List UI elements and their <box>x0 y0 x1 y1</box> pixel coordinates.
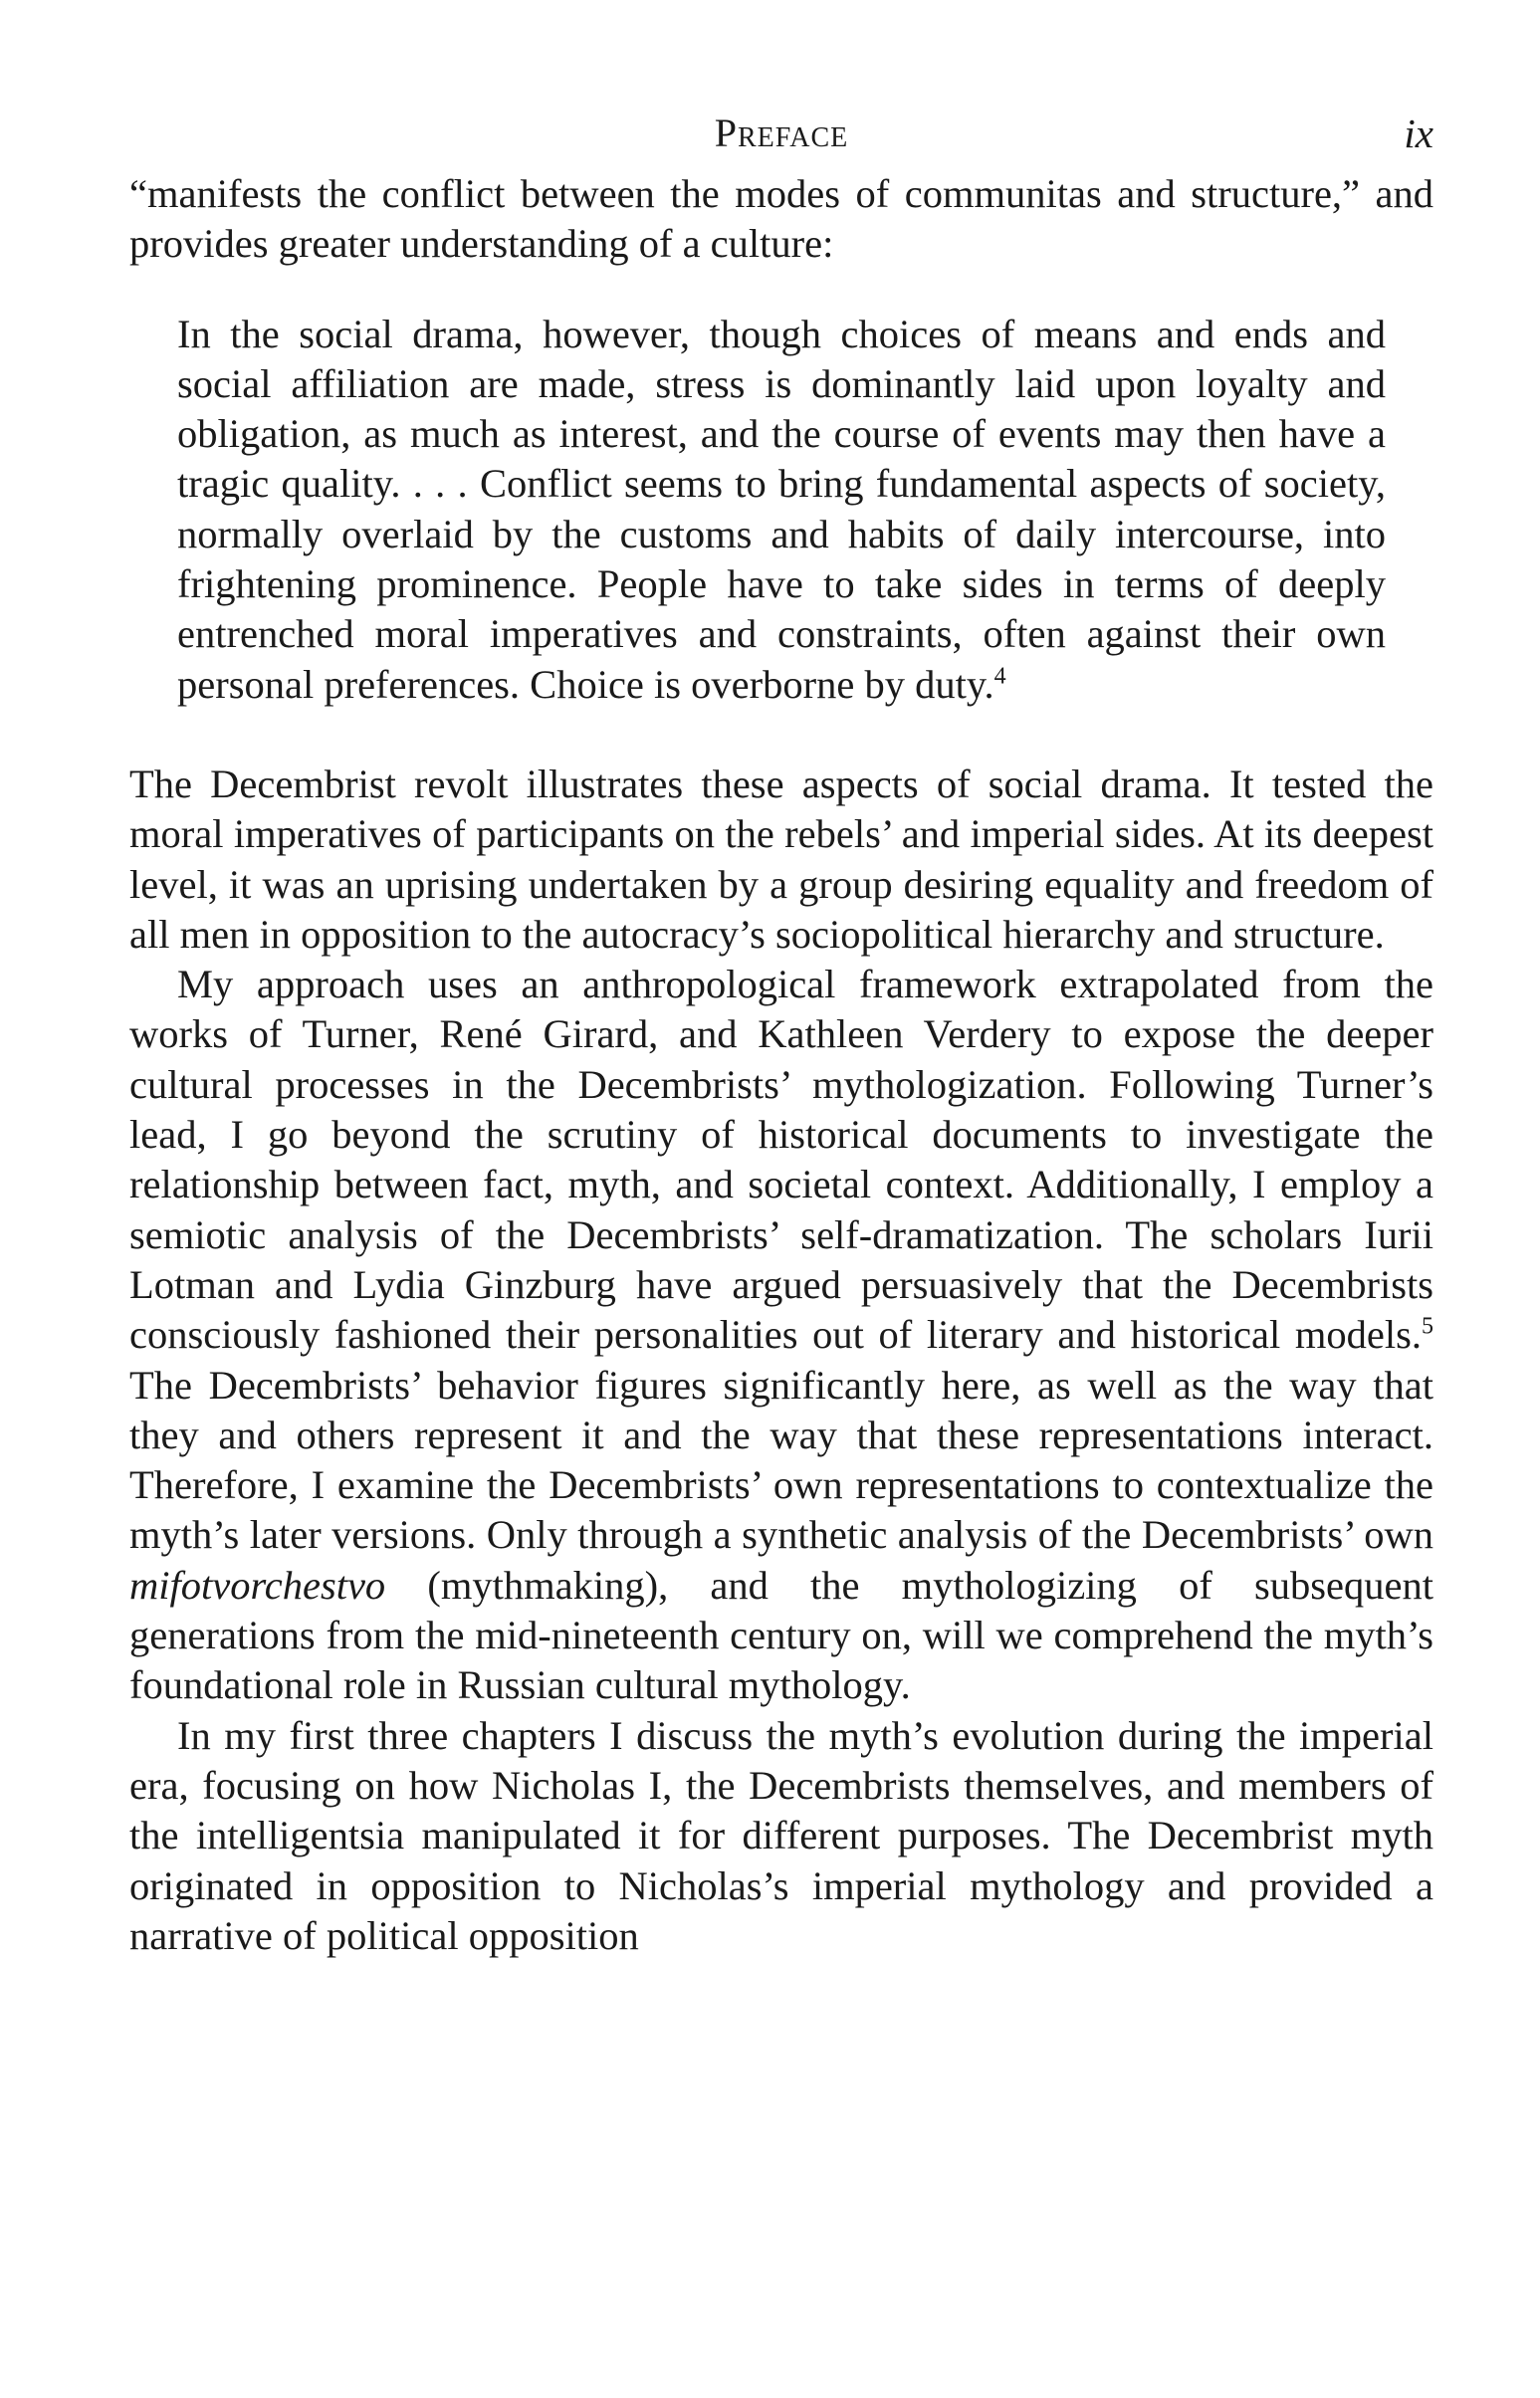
running-title: Preface <box>714 110 849 155</box>
body-text <box>129 169 1433 270</box>
paragraph-3 <box>129 1711 1433 1961</box>
main-text <box>129 760 1433 1961</box>
block-quote-text: In the social drama, however, though choices of means and ends and social affiliation are made, stress is dominantly laid upon loyalty and obligation, as much as interest, and the course of events may then have a tragic quality. . . . Conflict seems to bring fundamental aspects of society, normally overlaid by the customs and habits of daily intercourse, into frightening prominence. People have to take sides in terms of deeply entrenched moral imperatives and constraints, often against their own personal preferences. Choice is overborne by duty. <box>177 311 1386 707</box>
paragraph-2-text-b: The Decembrists’ behavior figures significantly here, as well as the way that they and others represent it and the way that these representations interact. Therefore, I examine the Decembrists’ own representations to contextualize the myth’s later versions. Only through a synthetic analysis of the Decembrists’ own <box>129 1362 1433 1558</box>
footnote-marker-5: 5 <box>1422 1313 1433 1340</box>
opening-text: “manifests the conflict between the modes of communitas and structure,” and provides greater understanding of a culture: <box>129 171 1433 267</box>
running-head <box>129 109 1433 169</box>
paragraph-3-text: In my first three chapters I discuss the myth’s evolution during the imperial era, focusing on how Nicholas I, the Decembrists themselves, and members of the intelligentsia manipulated it for different purposes. The Decembrist myth originated in opposition to Nicholas’s imperial mythology and provided a narrative of political opposition <box>129 1712 1433 1958</box>
paragraph-2-text-c: (mythmaking), and the mythologizing of subsequent generations from the mid-nineteenth century on, will we comprehend the myth’s foundational role in Russian cultural mythology. <box>129 1562 1433 1708</box>
paragraph-1 <box>129 760 1433 960</box>
paragraph-1-text: The Decembrist revolt illustrates these aspects of social drama. It tested the moral imperatives of participants on the rebels’ and imperial sides. At its deepest level, it was an uprising undertaken by a group desiring equality and freedom of all men in opposition to the autocracy’s sociopolitical hierarchy and structure. <box>129 761 1433 957</box>
page-number: ix <box>1404 110 1433 156</box>
block-quote <box>177 310 1386 710</box>
paragraph-2 <box>129 960 1433 1710</box>
opening-paragraph <box>129 169 1433 270</box>
book-page <box>129 109 1433 1961</box>
footnote-marker-4: 4 <box>993 663 1006 690</box>
paragraph-2-text-a: My approach uses an anthropological framework extrapolated from the works of Turner, René Girard, and Kathleen Verdery to expose the deeper cultural processes in the Decembrists’ mythologization. Following Turner’s lead, I go beyond the scrutiny of historical documents to investigate the relationship between fact, myth, and societal context. Additionally, I employ a semiotic analysis of the Decembrists’ self-dramatization. The scholars Iurii Lotman and Lydia Ginzburg have argued persuasively that the Decembrists consciously fashioned their personalities out of literary and historical models. <box>129 962 1433 1358</box>
italic-term: mifotvorchestvo <box>129 1562 386 1608</box>
